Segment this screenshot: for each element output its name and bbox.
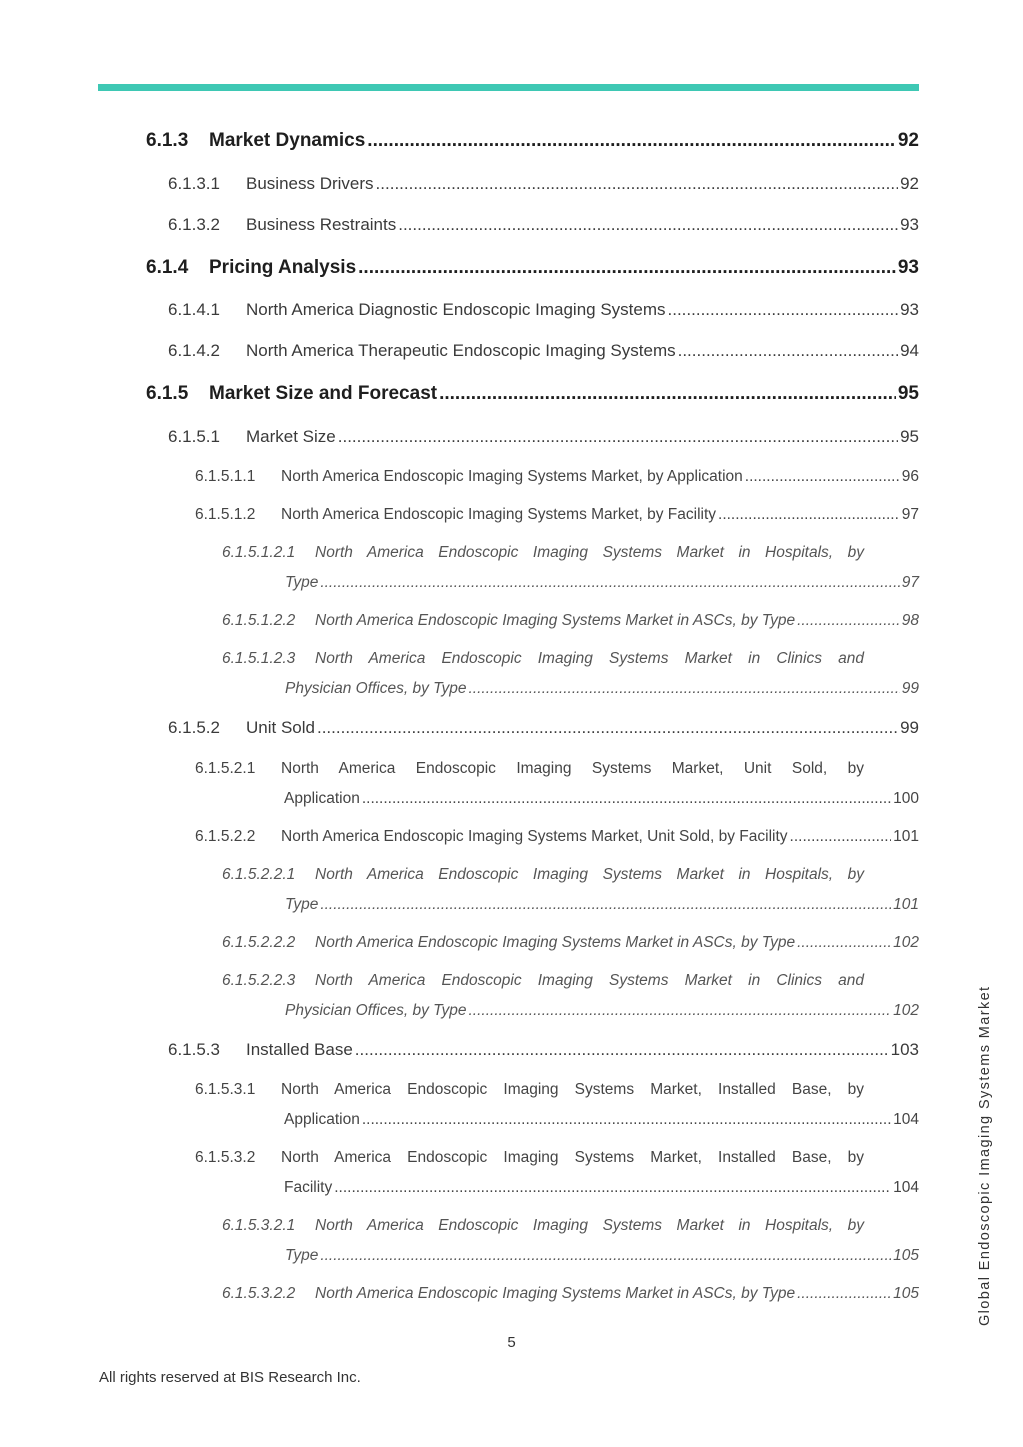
toc-entry[interactable] (222, 650, 864, 668)
toc-leader-dots (320, 896, 891, 914)
toc-entry[interactable] (222, 934, 919, 952)
toc-entry-title: North America Therapeutic Endoscopic Imaging Systems (246, 341, 676, 360)
toc-entry-title: Market Size (246, 427, 336, 446)
header-accent-rule (98, 84, 919, 91)
toc-entry-title: Business Restraints (246, 215, 397, 234)
toc-entry-page: 97 (901, 574, 919, 591)
toc-entry-page: 92 (897, 130, 919, 151)
toc-entry-title: Unit Sold (246, 718, 315, 737)
toc-entry-title-line1: North America Endoscopic Imaging Systems Market in Hospitals, by (315, 1217, 864, 1234)
toc-entry-page: 95 (897, 383, 919, 404)
toc-leader-dots (358, 257, 896, 279)
toc-leader-dots (468, 1002, 891, 1020)
toc-entry-page: 100 (893, 790, 919, 807)
toc-entry-title: North America Endoscopic Imaging Systems Market in ASCs, by Type (315, 612, 796, 629)
toc-entry-number: 6.1.4.1 (168, 300, 220, 319)
toc-entry-title: Installed Base (246, 1040, 353, 1059)
toc-entry-title-line1: North America Endoscopic Imaging Systems Market in Clinics and (315, 650, 864, 667)
toc-entry-continuation[interactable] (284, 790, 919, 808)
toc-entry-continuation[interactable] (285, 680, 919, 698)
side-report-title: Global Endoscopic Imaging Systems Market (977, 985, 993, 1326)
toc-entry-number: 6.1.3.1 (168, 174, 220, 193)
toc-leader-dots (439, 383, 896, 405)
toc-entry-title-line1: North America Endoscopic Imaging Systems Market in Hospitals, by (315, 866, 864, 883)
toc-entry-number: 6.1.5.3 (168, 1040, 220, 1059)
toc-entry-title: Business Drivers (246, 174, 374, 193)
toc-entry[interactable] (195, 468, 919, 486)
toc-entry-page: 101 (893, 828, 919, 845)
toc-entry-continuation[interactable] (285, 896, 919, 914)
toc-entry[interactable] (222, 1285, 919, 1303)
toc-entry-page: 96 (901, 468, 919, 485)
toc-entry-title-line1: North America Endoscopic Imaging Systems Market, Unit Sold, by (281, 760, 864, 777)
toc-entry-number: 6.1.5.2.2 (195, 828, 256, 845)
toc-leader-dots (797, 1285, 891, 1303)
toc-entry-title-line2: Application (284, 1111, 360, 1128)
toc-entry[interactable] (195, 506, 919, 524)
toc-entry-title-line2: Physician Offices, by Type (285, 1002, 467, 1019)
toc-entry-title-line1: North America Endoscopic Imaging Systems Market in Hospitals, by (315, 544, 864, 561)
toc-entry-page: 94 (900, 341, 919, 360)
toc-entry-page: 93 (897, 257, 919, 278)
toc-entry[interactable] (222, 972, 864, 990)
toc-entry-number: 6.1.5.1.2 (195, 506, 256, 523)
toc-entry-page: 93 (900, 300, 919, 319)
toc-entry[interactable] (222, 612, 919, 630)
toc-leader-dots (797, 934, 891, 952)
toc-entry-continuation[interactable] (285, 1002, 919, 1020)
toc-entry-number: 6.1.5.1.2.2 (222, 612, 296, 629)
toc-leader-dots (317, 718, 898, 738)
toc-entry-title: North America Endoscopic Imaging Systems Market in ASCs, by Type (315, 1285, 796, 1302)
toc-entry-page: 99 (900, 718, 919, 737)
toc-entry-number: 6.1.4.2 (168, 341, 220, 360)
toc-entry-number: 6.1.5.2 (168, 718, 220, 737)
footer-copyright: All rights reserved at BIS Research Inc. (99, 1369, 361, 1386)
toc-entry-page: 95 (900, 427, 919, 446)
toc-entry-number: 6.1.5.3.2 (195, 1149, 256, 1166)
toc-entry-title-line2: Type (285, 1247, 319, 1264)
toc-leader-dots (468, 680, 899, 698)
toc-entry-page: 98 (901, 612, 919, 629)
toc-entry-title-line1: North America Endoscopic Imaging Systems Market, Installed Base, by (281, 1149, 864, 1166)
toc-entry[interactable] (222, 1217, 864, 1235)
toc-leader-dots (362, 1111, 891, 1129)
toc-entry-page: 105 (893, 1285, 919, 1302)
toc-entry[interactable] (168, 1040, 919, 1060)
toc-entry[interactable] (168, 341, 919, 361)
toc-entry-number: 6.1.5.1.2.1 (222, 544, 296, 561)
toc-entry-number: 6.1.5.1 (168, 427, 220, 446)
toc-entry-page: 105 (893, 1247, 919, 1264)
toc-entry-title: North America Endoscopic Imaging Systems Market in ASCs, by Type (315, 934, 796, 951)
toc-entry-page: 101 (893, 896, 919, 913)
toc-entry-number: 6.1.5 (146, 383, 189, 404)
toc-entry-number: 6.1.5.2.1 (195, 760, 256, 777)
toc-leader-dots (334, 1179, 891, 1197)
toc-leader-dots (668, 300, 899, 320)
toc-entry-title-line1: North America Endoscopic Imaging Systems Market in Clinics and (315, 972, 864, 989)
toc-entry-title: Pricing Analysis (209, 257, 357, 278)
toc-entry[interactable] (168, 215, 919, 235)
toc-entry[interactable] (146, 383, 919, 405)
toc-entry-number: 6.1.5.3.2.2 (222, 1285, 296, 1302)
toc-entry-continuation[interactable] (285, 574, 919, 592)
page-number: 5 (507, 1334, 516, 1351)
toc-entry[interactable] (168, 174, 919, 194)
toc-leader-dots (320, 1247, 891, 1265)
toc-entry-title: North America Diagnostic Endoscopic Imaging Systems (246, 300, 666, 319)
toc-entry-title: North America Endoscopic Imaging Systems Market, by Facility (281, 506, 717, 523)
toc-leader-dots (797, 612, 900, 630)
toc-entry-page: 92 (900, 174, 919, 193)
toc-entry-page: 102 (893, 934, 919, 951)
toc-entry-title-line2: Facility (284, 1179, 333, 1196)
toc-entry-title-line2: Application (284, 790, 360, 807)
toc-leader-dots (355, 1040, 889, 1060)
toc-leader-dots (745, 468, 900, 486)
toc-entry-title-line2: Type (285, 896, 319, 913)
toc-leader-dots (678, 341, 898, 361)
toc-entry-title-line1: North America Endoscopic Imaging Systems Market, Installed Base, by (281, 1081, 864, 1098)
toc-entry[interactable] (195, 760, 864, 778)
toc-entry-number: 6.1.5.2.2.2 (222, 934, 296, 951)
toc-leader-dots (376, 174, 899, 194)
toc-entry[interactable] (168, 300, 919, 320)
toc-entry-number: 6.1.5.2.2.3 (222, 972, 296, 989)
toc-entry-number: 6.1.4 (146, 257, 189, 278)
toc-leader-dots (362, 790, 891, 808)
toc-entry-page: 104 (893, 1111, 919, 1128)
toc-leader-dots (367, 130, 896, 152)
toc-entry-title: North America Endoscopic Imaging Systems Market, by Application (281, 468, 743, 485)
toc-leader-dots (790, 828, 892, 846)
toc-leader-dots (338, 427, 898, 447)
toc-entry-page: 104 (893, 1179, 919, 1196)
toc-entry-continuation[interactable] (285, 1247, 919, 1265)
toc-entry-number: 6.1.3 (146, 130, 189, 151)
toc-leader-dots (718, 506, 900, 524)
toc-leader-dots (320, 574, 899, 592)
toc-entry[interactable] (168, 718, 919, 738)
toc-entry[interactable] (168, 427, 919, 447)
toc-entry-title: Market Dynamics (209, 130, 366, 151)
toc-entry[interactable] (146, 257, 919, 279)
toc-entry[interactable] (195, 1149, 864, 1167)
toc-entry-title: Market Size and Forecast (209, 383, 438, 404)
toc-entry-number: 6.1.5.2.2.1 (222, 866, 296, 883)
toc-entry[interactable] (222, 866, 864, 884)
toc-entry-title-line2: Type (285, 574, 319, 591)
toc-entry-number: 6.1.3.2 (168, 215, 220, 234)
toc-leader-dots (398, 215, 898, 235)
toc-entry-title-line2: Physician Offices, by Type (285, 680, 467, 697)
toc-entry-number: 6.1.5.1.2.3 (222, 650, 296, 667)
toc-entry-page: 93 (900, 215, 919, 234)
toc-entry-page: 103 (890, 1040, 919, 1059)
toc-entry[interactable] (146, 130, 919, 152)
toc-entry-page: 102 (893, 1002, 919, 1019)
toc-entry-number: 6.1.5.3.1 (195, 1081, 256, 1098)
toc-entry-title: North America Endoscopic Imaging Systems Market, Unit Sold, by Facility (281, 828, 788, 845)
toc-entry-page: 97 (901, 506, 919, 523)
toc-entry[interactable] (195, 1081, 864, 1099)
toc-entry[interactable] (195, 828, 919, 846)
toc-entry-continuation[interactable] (284, 1111, 919, 1129)
toc-entry-continuation[interactable] (284, 1179, 919, 1197)
toc-entry-number: 6.1.5.1.1 (195, 468, 256, 485)
toc-entry-number: 6.1.5.3.2.1 (222, 1217, 296, 1234)
toc-entry[interactable] (222, 544, 864, 562)
toc-entry-page: 99 (901, 680, 919, 697)
